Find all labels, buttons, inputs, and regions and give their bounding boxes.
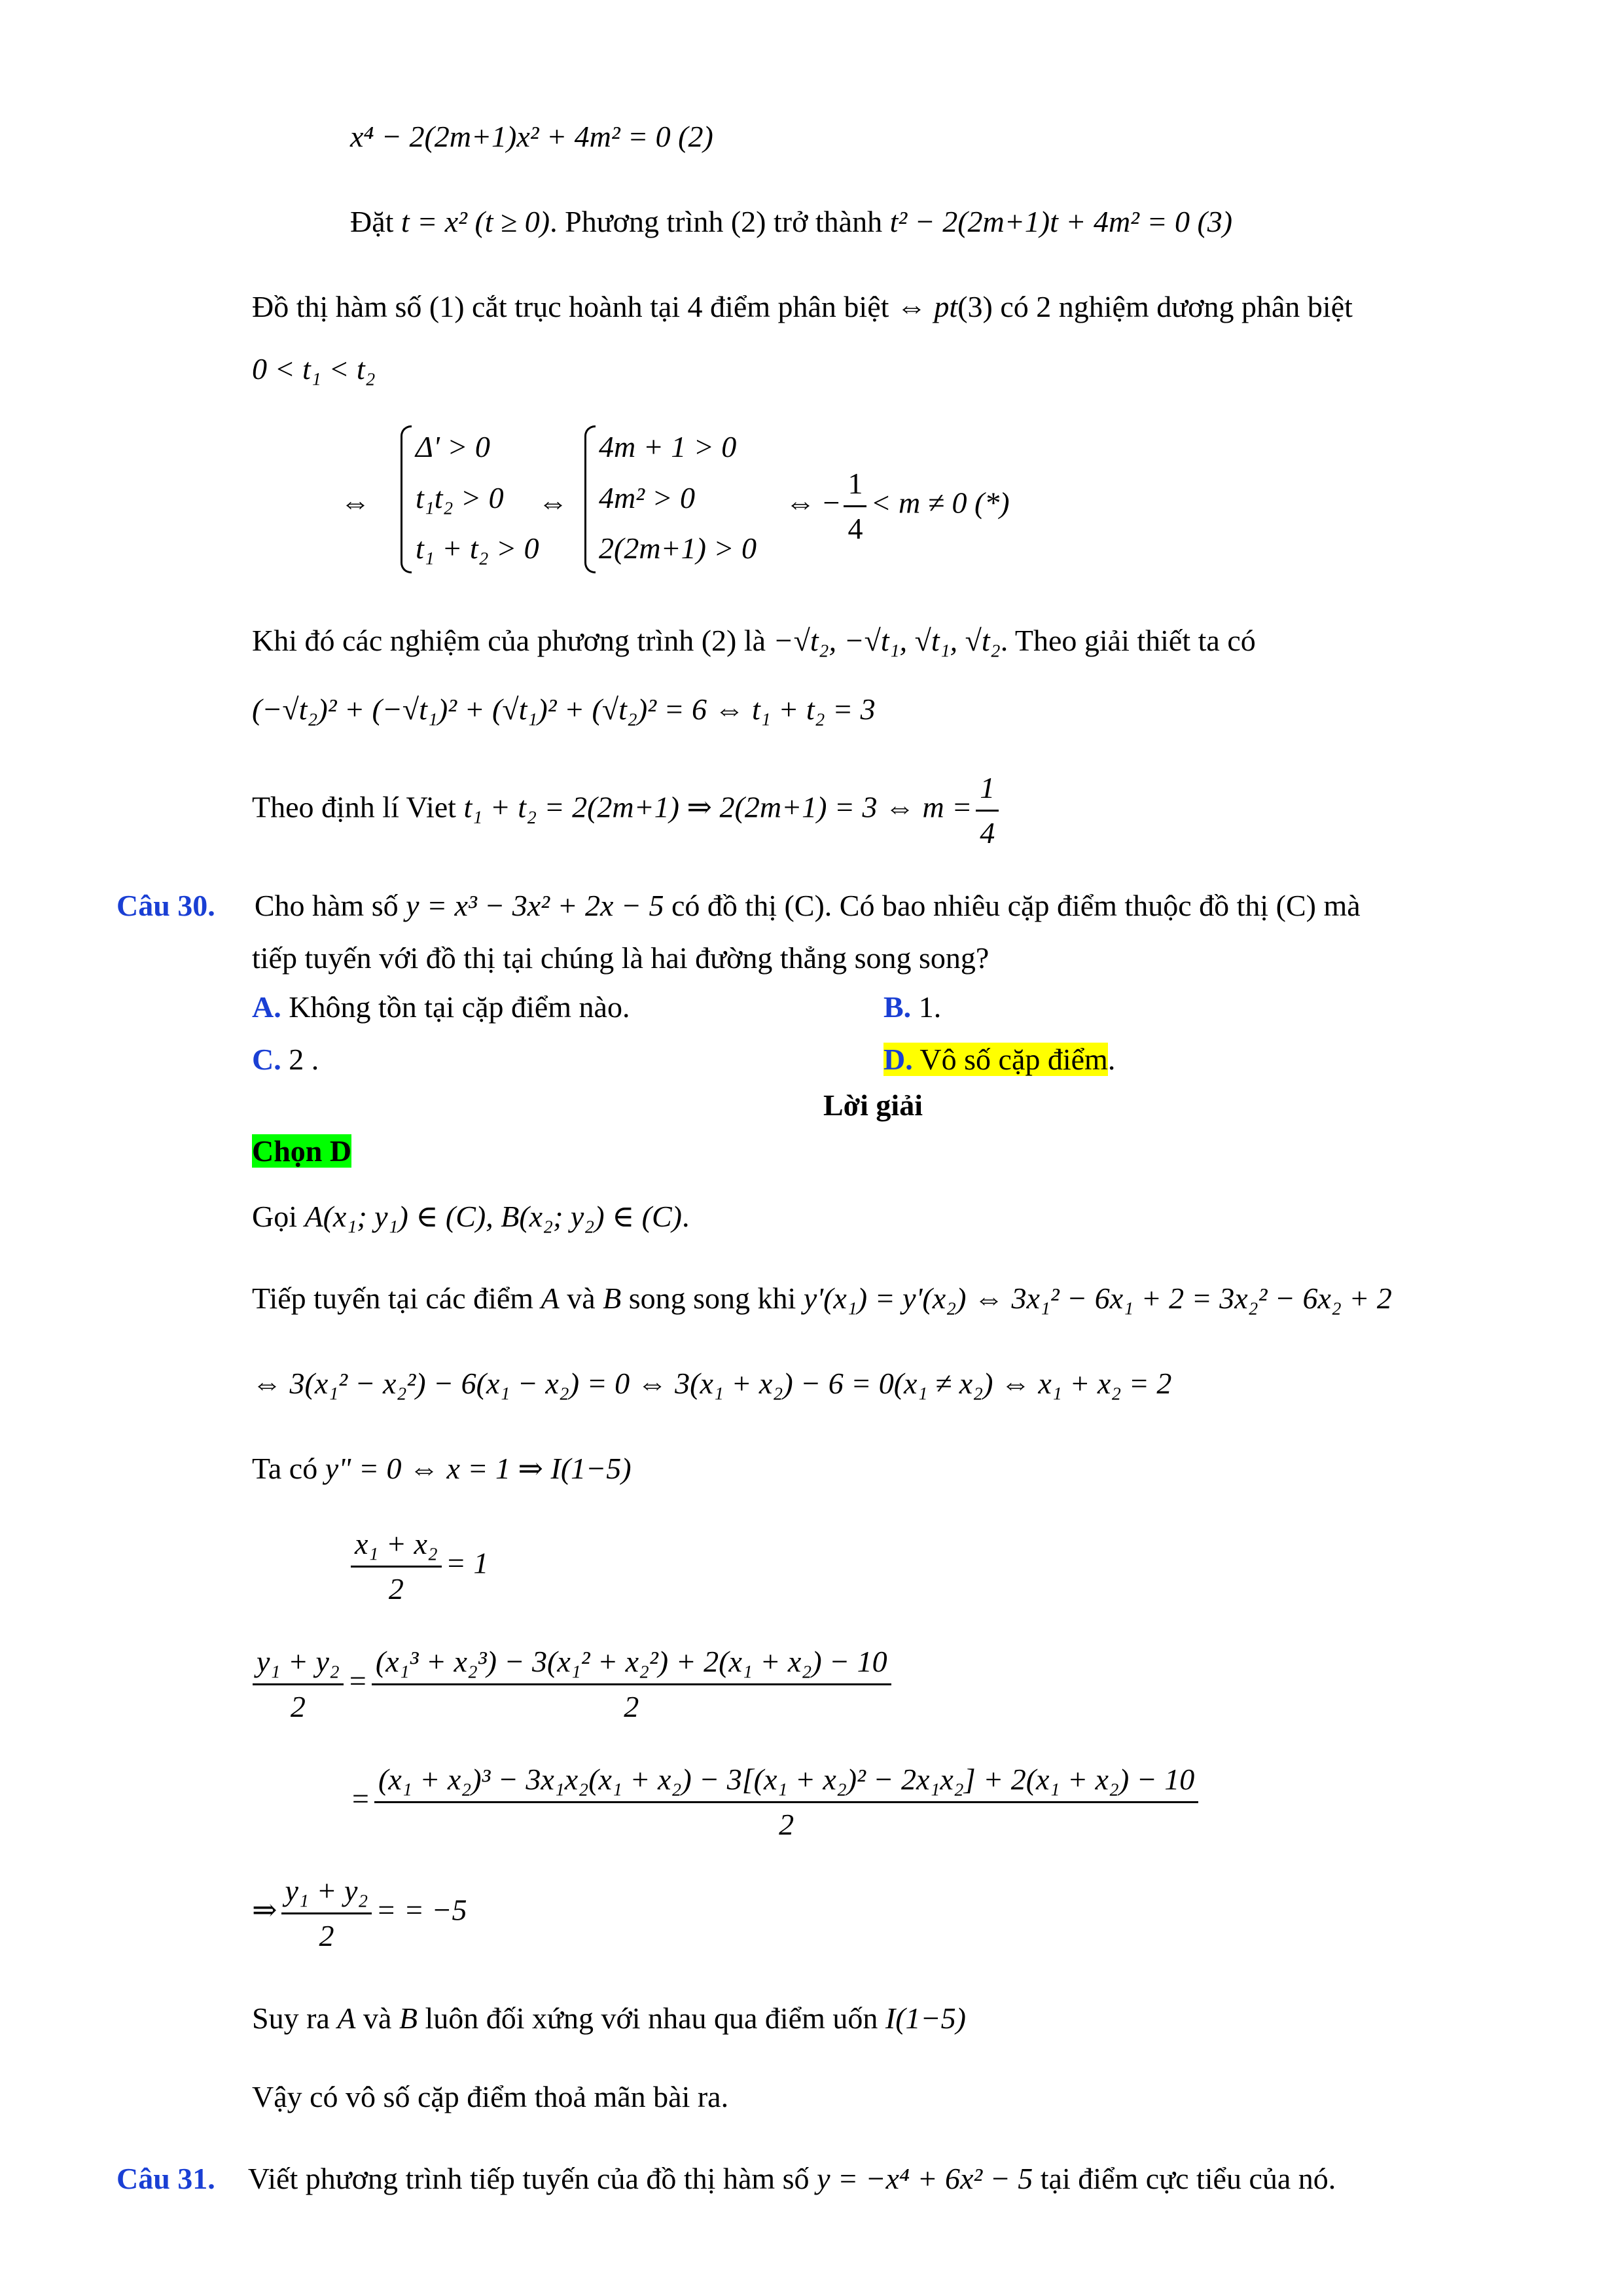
numerator: 1 (844, 465, 866, 507)
option-c[interactable] (252, 1041, 319, 1079)
option-text: Không tồn tại cặp điểm nào. (281, 990, 630, 1024)
option-text: 2 . (281, 1043, 319, 1076)
denominator: 2 (388, 1571, 404, 1605)
fraction (372, 1643, 891, 1725)
system2-row1: 4m + 1 > 0 (599, 430, 737, 463)
fraction (374, 1761, 1198, 1843)
math: A(x₁; y₁) ∈ (C), B(x₂; y₂) ∈ (C) (304, 1200, 682, 1233)
math: B (603, 1282, 622, 1315)
math: pt (934, 290, 958, 323)
fraction-y-result (252, 1872, 467, 1954)
text: luôn đối xứng với nhau qua điểm uốn (417, 2001, 885, 2035)
equation-2: x⁴ − 2(2m+1)x² + 4m² = 0 (2) (350, 120, 713, 153)
fraction (253, 1643, 344, 1725)
math: t = x² (t ≥ 0) (401, 205, 550, 238)
solution-conclusion: Vậy có vô số cặp điểm thoả mãn bài ra. (252, 2080, 729, 2113)
equiv-arrow: ⇔ (340, 486, 370, 519)
equiv-arrow: ⇔ (538, 486, 568, 519)
text: tại điểm cực tiểu của nó. (1033, 2162, 1336, 2195)
question-30 (116, 887, 1361, 925)
math: I(1−5) (885, 2001, 966, 2035)
math: t² − 2(2m+1)t + 4m² = 0 (3) (889, 205, 1233, 238)
math: y = −x⁴ + 6x² − 5 (817, 2162, 1033, 2195)
option-label: A. (252, 990, 281, 1024)
text: Gọi (252, 1200, 305, 1233)
text: Đặt (350, 205, 401, 238)
solution-line4 (252, 1450, 632, 1488)
math: y = x³ − 3x² + 2x − 5 (406, 889, 664, 922)
math: A (337, 2001, 356, 2035)
choice-label: Chọn D (252, 1134, 352, 1168)
text: Theo định lí Viet (252, 790, 464, 824)
option-d[interactable] (883, 1041, 1115, 1079)
roots-line (252, 622, 1256, 660)
fraction-y-expanded (350, 1761, 1202, 1843)
text: Ta có (252, 1452, 325, 1485)
option-label: C. (252, 1043, 281, 1076)
denominator: 2 (319, 1918, 334, 1952)
question-label: Câu 30. (116, 889, 215, 922)
numerator: 1 (976, 769, 999, 812)
fraction (844, 465, 866, 547)
answer-choice (252, 1132, 351, 1170)
sum-squares: (−√t₂)² + (−√t₁)² + (√t₁)² + (√t₂)² = 6 ⇔ t₁ + t₂ = 3 (252, 692, 876, 726)
viet-line (252, 769, 1003, 852)
option-text: 1. (911, 990, 942, 1024)
system1-row2: t₁t₂ > 0 (416, 481, 504, 514)
numerator: y₁ + y₂ (253, 1643, 344, 1685)
text: Viết phương trình tiếp tuyến của đồ thị hàm số (247, 2162, 817, 2195)
text: Khi đó các nghiệm của phương trình (2) là (252, 624, 774, 657)
option-text: Vô số cặp điểm (912, 1043, 1108, 1076)
text: và (355, 2001, 399, 2035)
left-brace (401, 425, 412, 573)
option-label: B. (883, 990, 912, 1024)
math: t₁ + t₂ = 2(2m+1) ⇒ 2(2m+1) = 3 ⇔ m = (463, 790, 972, 824)
rhs: = = −5 (376, 1893, 467, 1927)
system2-row2: 4m² > 0 (599, 481, 696, 514)
text: song song khi (621, 1282, 804, 1315)
option-a[interactable] (252, 988, 630, 1026)
system1-row1: Δ' > 0 (416, 430, 490, 463)
system1-row3: t₁ + t₂ > 0 (416, 531, 539, 565)
fraction-y-mean (249, 1643, 895, 1725)
text: Suy ra (252, 2001, 338, 2035)
fraction (976, 769, 999, 852)
question-31 (116, 2160, 1336, 2198)
solution-line1 (252, 1198, 689, 1236)
math: B (399, 2001, 418, 2035)
solution-line3: ⇔ 3(x₁² − x₂²) − 6(x₁ − x₂) = 0 ⇔ 3(x₁ + x₂) − 6 = 0(x₁ ≠ x₂) ⇔ x₁ + x₂ = 2 (252, 1367, 1172, 1400)
equals: = (350, 1782, 371, 1816)
text: có đồ thị (C). Có bao nhiêu cặp điểm thuộc đồ thị (C) mà (664, 889, 1361, 922)
system2-row3: 2(2m+1) > 0 (599, 531, 757, 565)
math: y'(x₁) = y'(x₂) ⇔ 3x₁² − 6x₁ + 2 = 3x₂² − 6x₂ + 2 (803, 1282, 1392, 1315)
option-b[interactable] (883, 988, 941, 1026)
fraction-x-mean (347, 1525, 488, 1607)
question-label: Câu 31. (116, 2162, 215, 2195)
denominator: 2 (624, 1689, 639, 1723)
option-dot: . (1107, 1043, 1116, 1076)
text: Cho hàm số (254, 889, 406, 922)
fraction (281, 1872, 372, 1954)
solution-title: Lời giải (823, 1088, 923, 1122)
left-brace (584, 425, 596, 573)
denominator: 2 (779, 1807, 794, 1841)
text: (3) có 2 nghiệm dương phân biệt (957, 290, 1353, 323)
numerator: (x₁³ + x₂³) − 3(x₁² + x₂²) + 2(x₁ + x₂) − 10 (372, 1643, 891, 1685)
denominator: 4 (980, 816, 995, 850)
text: Tiếp tuyến tại các điểm (252, 1282, 541, 1315)
numerator: (x₁ + x₂)³ − 3x₁x₂(x₁ + x₂) − 3[(x₁ + x₂)² − 2x₁x₂] + 2(x₁ + x₂) − 10 (374, 1761, 1198, 1803)
solution-line5 (252, 2000, 966, 2037)
solution-line2 (252, 1280, 1392, 1318)
question-30-line2: tiếp tuyến với đồ thị tại chúng là hai đường thẳng song song? (252, 941, 990, 975)
math: −√t₂, −√t₁, √t₁, √t₂ (773, 624, 1001, 657)
fraction (351, 1525, 442, 1607)
condition-line (252, 288, 1353, 326)
text: và (559, 1282, 603, 1315)
arrow: ⇔ − (785, 486, 840, 520)
root-order: 0 < t₁ < t₂ (252, 352, 376, 386)
text: . Theo giải thiết ta có (1000, 624, 1256, 657)
numerator: x₁ + x₂ (351, 1525, 442, 1568)
math: < m ≠ 0 (*) (870, 486, 1010, 520)
equals: = (347, 1664, 368, 1698)
system-result (785, 465, 1010, 547)
arrow: ⇒ (252, 1893, 277, 1927)
numerator: y₁ + y₂ (281, 1872, 372, 1914)
math: y" = 0 ⇔ x = 1 ⇒ I(1−5) (325, 1452, 632, 1485)
denominator: 4 (847, 511, 863, 545)
denominator: 2 (290, 1689, 306, 1723)
option-label: D. (883, 1043, 913, 1076)
text: . Phương trình (2) trở thành (550, 205, 890, 238)
text: Đồ thị hàm số (1) cắt trục hoành tại 4 điểm phân biệt ⇔ (252, 290, 935, 323)
math: A (541, 1282, 560, 1315)
rhs: = 1 (445, 1546, 489, 1580)
substitution-line (350, 203, 1232, 241)
text: . (681, 1200, 690, 1233)
